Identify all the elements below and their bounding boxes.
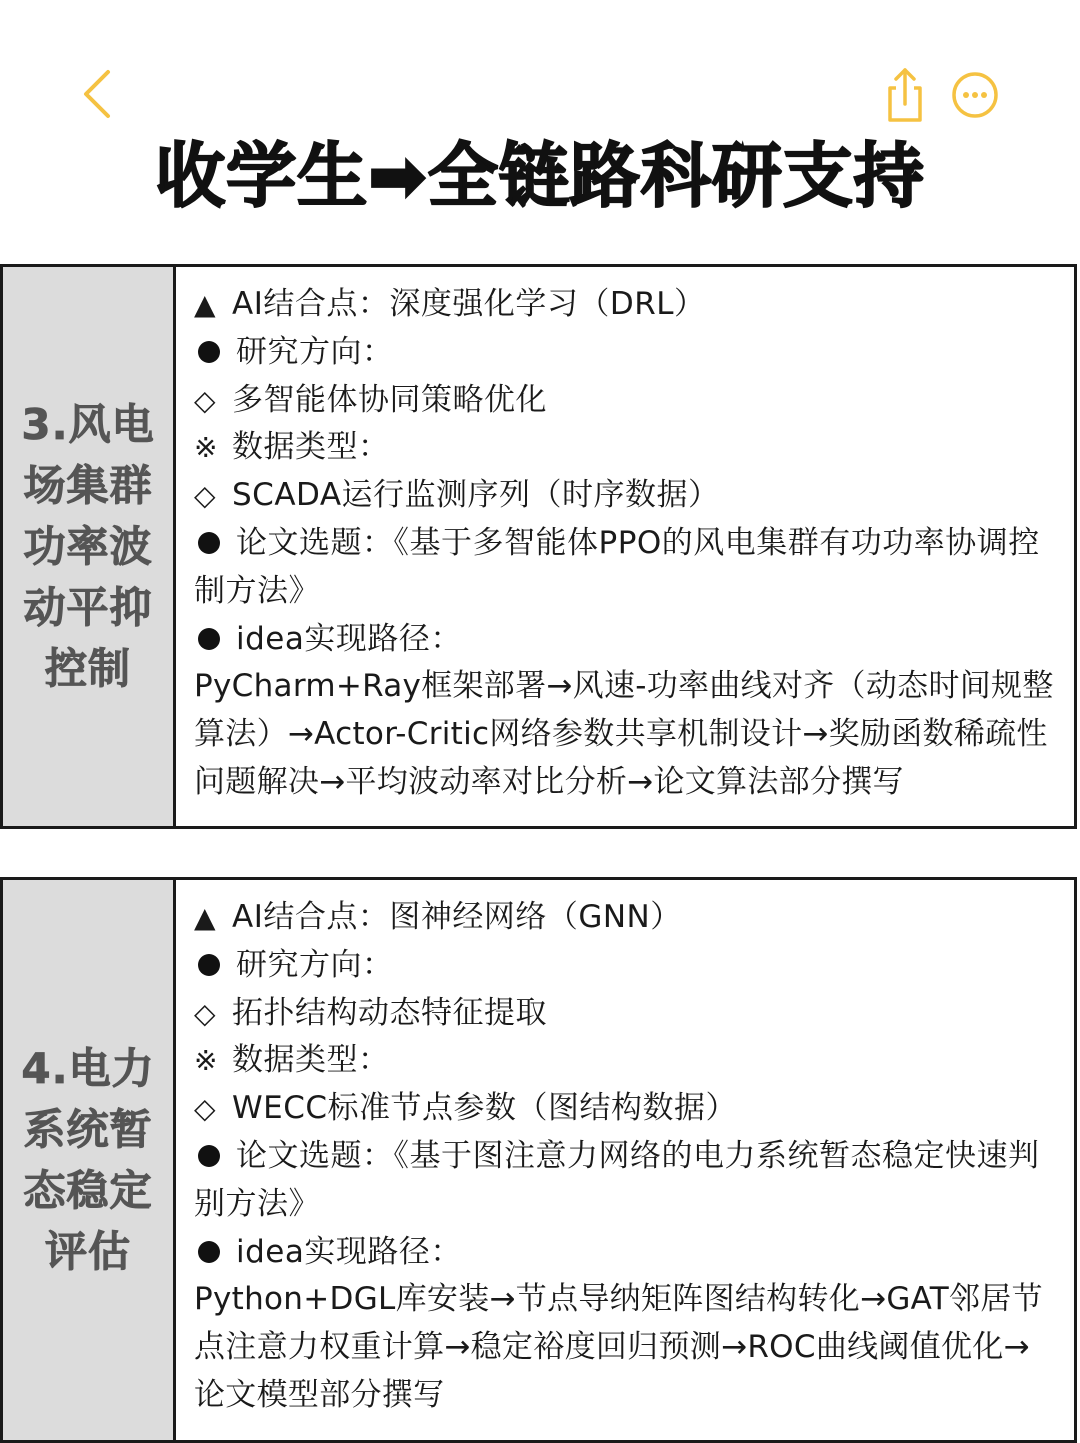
diamond-icon: ◇: [194, 479, 217, 513]
reference-mark-icon: ※: [194, 1044, 218, 1078]
chevron-left-icon: [74, 66, 122, 122]
path-label: idea实现路径：: [236, 620, 462, 657]
topic-text: 论文选题：《基于多智能体PPO的风电集群有功功率协调控制方法》: [194, 524, 1040, 609]
card-side-title: 3.风电场集群功率波动平抑控制: [21, 400, 155, 693]
research-item-line: [194, 377, 1060, 425]
triangle-icon: ▲: [194, 901, 217, 934]
implementation-path: PyCharm+Ray框架部署→风速-功率曲线对齐（动态时间规整算法）→Actor-Critic网络参数共享机制设计→奖励函数稀疏性问题解决→平均波动率对比分析→论文算法部分撰写: [194, 668, 1054, 800]
bullet-dot-icon: [198, 954, 220, 976]
triangle-icon: ▲: [194, 288, 217, 321]
card-side-panel: [3, 267, 176, 826]
ai-point-text: AI结合点：深度强化学习（DRL）: [232, 286, 706, 322]
diamond-icon: ◇: [194, 383, 217, 417]
topic-line: [194, 1133, 1060, 1229]
path-label-line: [194, 616, 1060, 664]
ai-point-line: [194, 894, 1060, 942]
reference-mark-icon: ※: [194, 431, 218, 465]
data-label-line: [194, 1037, 1060, 1085]
share-button[interactable]: [880, 66, 928, 124]
ai-point-text: AI结合点：图神经网络（GNN）: [232, 899, 682, 935]
bullet-dot-icon: [198, 628, 220, 650]
data-label-line: [194, 424, 1060, 472]
back-button[interactable]: [74, 66, 122, 122]
research-label: 研究方向：: [236, 333, 394, 370]
data-item-line: [194, 472, 1060, 520]
diamond-icon: ◇: [194, 1092, 217, 1126]
share-icon: [880, 66, 928, 124]
research-item: 多智能体协同策略优化: [232, 381, 547, 418]
topic-card: [0, 877, 1077, 1443]
topic-card: [0, 264, 1077, 829]
topic-line: [194, 520, 1060, 616]
path-label: idea实现路径：: [236, 1233, 462, 1270]
card-body: [176, 267, 1074, 826]
implementation-path: Python+DGL库安装→节点导纳矩阵图结构转化→GAT邻居节点注意力权重计算→稳定裕度回归预测→ROC曲线阈值优化→论文模型部分撰写: [194, 1281, 1043, 1413]
page-title: 收学生➡全链路科研支持: [155, 135, 925, 217]
topic-text: 论文选题：《基于图注意力网络的电力系统暂态稳定快速判别方法》: [194, 1137, 1040, 1222]
research-item: 拓扑结构动态特征提取: [232, 994, 547, 1031]
card-side-title: 4.电力系统暂态稳定评估: [21, 1044, 155, 1276]
card-side-panel: [3, 880, 176, 1440]
bullet-dot-icon: [198, 341, 220, 363]
research-label-line: [194, 329, 1060, 377]
data-item: SCADA运行监测序列（时序数据）: [232, 477, 720, 514]
more-dots-icon: [950, 70, 1000, 120]
bullet-dot-icon: [198, 532, 220, 554]
bullet-dot-icon: [198, 1145, 220, 1167]
research-label-line: [194, 942, 1060, 990]
research-item-line: [194, 990, 1060, 1038]
data-label: 数据类型：: [232, 1042, 390, 1079]
data-label: 数据类型：: [232, 429, 390, 466]
ai-point-line: [194, 281, 1060, 329]
data-item: WECC标准节点参数（图结构数据）: [232, 1090, 738, 1127]
data-item-line: [194, 1085, 1060, 1133]
diamond-icon: ◇: [194, 996, 217, 1030]
research-label: 研究方向：: [236, 946, 394, 983]
bullet-dot-icon: [198, 1241, 220, 1263]
more-options-button[interactable]: [950, 70, 1000, 120]
card-body: [176, 880, 1074, 1440]
path-label-line: [194, 1229, 1060, 1277]
